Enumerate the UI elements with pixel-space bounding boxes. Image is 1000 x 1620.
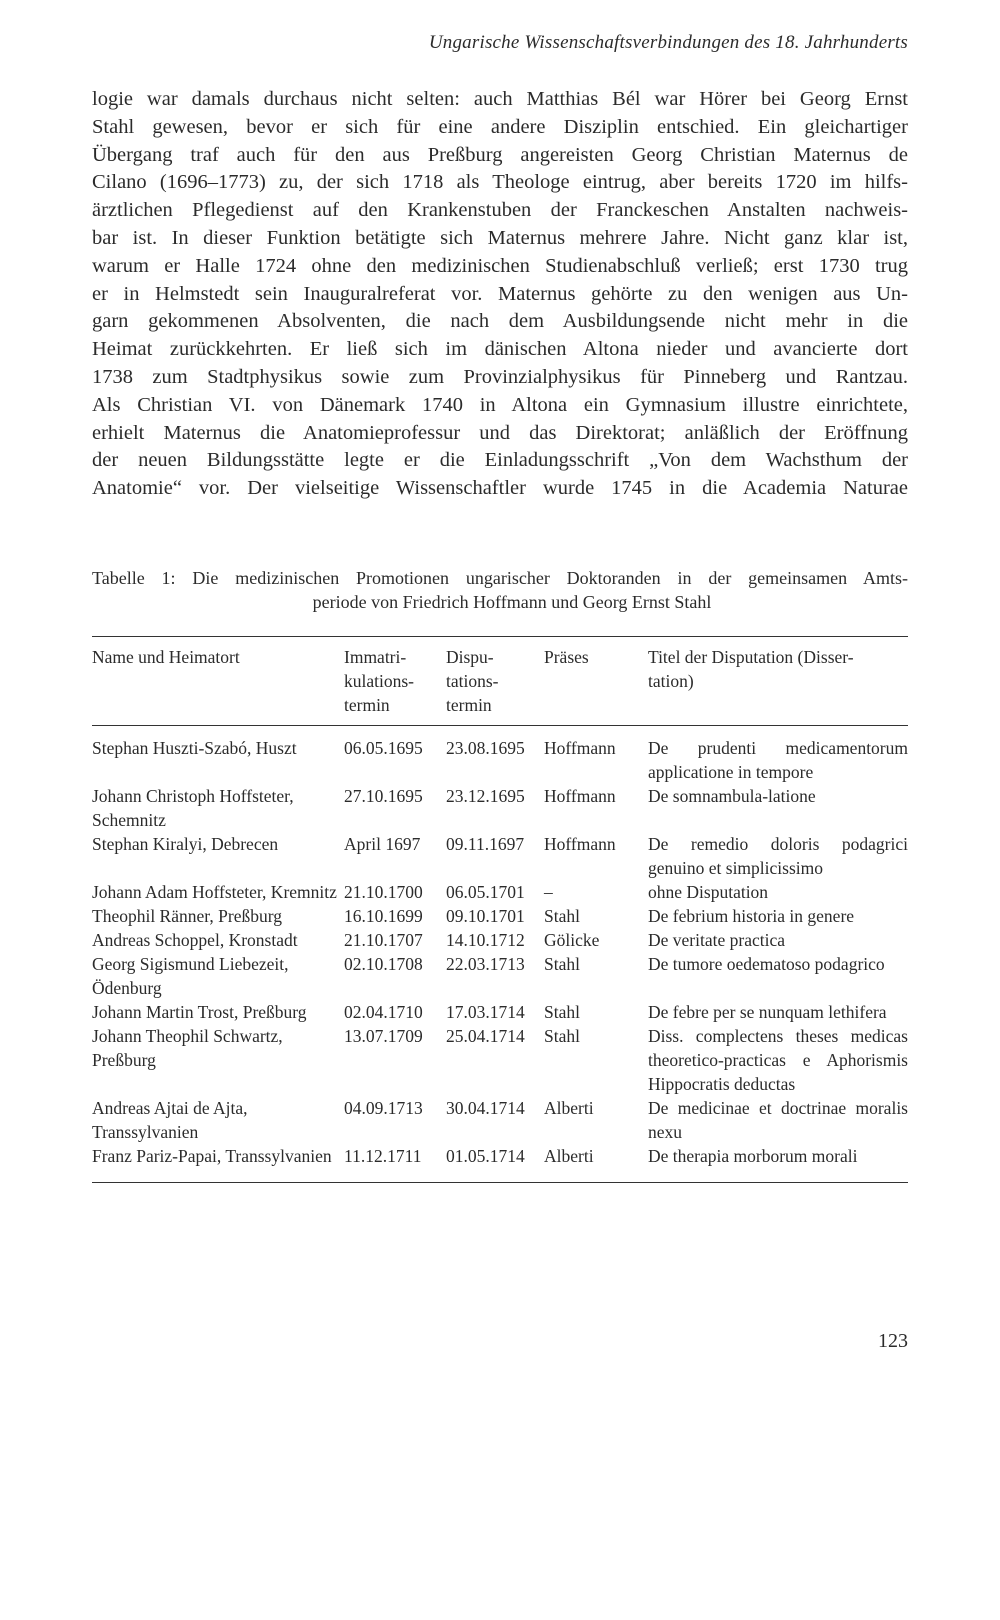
table-caption — [92, 566, 908, 614]
table-row — [92, 726, 908, 785]
cell-name: Johann Theophil Schwartz, Preßburg — [92, 1026, 283, 1070]
page-number: 123 — [878, 1330, 908, 1352]
cell-praeses: Stahl — [544, 1026, 580, 1046]
body-text-line: warum er Halle 1724 ohne den medizinischen Studienabschluß verließ; erst 1730 trug — [92, 254, 908, 277]
cell-immatrikulation: 27.10.1695 — [344, 786, 423, 806]
column-header-titel: Titel der Disputation (Disser- tation) — [648, 647, 854, 691]
table-row — [92, 832, 908, 880]
cell-disputation: 14.10.1712 — [446, 930, 525, 950]
cell-immatrikulation: 13.07.1709 — [344, 1026, 423, 1046]
cell-immatrikulation: 11.12.1711 — [344, 1146, 422, 1166]
cell-praeses: – — [544, 882, 553, 902]
table-row — [92, 1000, 908, 1024]
cell-praeses: Gölicke — [544, 930, 600, 950]
cell-disputation: 17.03.1714 — [446, 1002, 525, 1022]
promotions-table — [92, 636, 908, 1183]
cell-praeses: Hoffmann — [544, 786, 616, 806]
cell-disputation: 22.03.1713 — [446, 954, 525, 974]
column-header-disputation: Dispu- tations- termin — [446, 647, 499, 715]
cell-praeses: Hoffmann — [544, 834, 616, 854]
cell-praeses: Stahl — [544, 906, 580, 926]
cell-titel: De febrium historia in genere — [648, 906, 855, 926]
table-row — [92, 1096, 908, 1144]
cell-titel: De medicinae et doctrinae moralis nexu — [648, 1098, 908, 1142]
cell-immatrikulation: 02.10.1708 — [344, 954, 423, 974]
cell-disputation: 23.12.1695 — [446, 786, 525, 806]
body-text-line: logie war damals durchaus nicht selten: auch Matthias Bél war Hörer bei Georg Ernst — [92, 88, 908, 110]
body-text-line: er in Helmstedt sein Inauguralreferat vor. Maternus gehörte zu den wenigen aus Un- — [92, 282, 908, 305]
cell-praeses: Stahl — [544, 1002, 580, 1022]
body-text-line: ärztlichen Pflegedienst auf den Krankenstuben der Franckeschen Anstalten nachweis- — [92, 199, 908, 222]
body-text-line: der neuen Bildungsstätte legte er die Einladungsschrift „Von dem Wachsthum der — [92, 449, 908, 472]
body-text-line: bar ist. In dieser Funktion betätigte sich Maternus mehrere Jahre. Nicht ganz klar ist, — [92, 226, 908, 249]
cell-praeses: Stahl — [544, 954, 580, 974]
column-header-name: Name und Heimatort — [92, 647, 240, 667]
cell-name: Andreas Schoppel, Kronstadt — [92, 930, 298, 950]
cell-name: Andreas Ajtai de Ajta, Transsylvanien — [92, 1098, 248, 1142]
body-text-line: Anatomie“ vor. Der vielseitige Wissenschaftler wurde 1745 in die Academia Naturae — [92, 477, 908, 500]
body-text-line: Cilano (1696–1773) zu, der sich 1718 als Theologe eintrug, aber bereits 1720 im hilfs- — [92, 171, 908, 194]
column-header-immatrikulation: Immatri- kulations- termin — [344, 647, 414, 715]
cell-praeses: Alberti — [544, 1146, 594, 1166]
table-row — [92, 784, 908, 832]
cell-disputation: 23.08.1695 — [446, 738, 525, 758]
table-row — [92, 880, 908, 904]
cell-immatrikulation: 06.05.1695 — [344, 738, 423, 758]
cell-immatrikulation: 02.04.1710 — [344, 1002, 423, 1022]
cell-titel: De febre per se nunquam lethifera — [648, 1002, 887, 1022]
cell-titel: De somnambula-latione — [648, 786, 816, 806]
cell-titel: De tumore oedematoso podagrico — [648, 954, 885, 974]
cell-praeses: Hoffmann — [544, 738, 616, 758]
cell-titel: ohne Disputation — [648, 882, 769, 902]
body-text-line: 1738 zum Stadtphysikus sowie zum Provinzialphysikus für Pinneberg und Rantzau. — [92, 365, 908, 388]
column-header-praeses: Präses — [544, 647, 589, 667]
table-row — [92, 1144, 908, 1183]
cell-name: Theophil Ränner, Preßburg — [92, 906, 282, 926]
cell-disputation: 09.11.1697 — [446, 834, 525, 854]
body-text-line: Übergang traf auch für den aus Preßburg angereisten Georg Christian Maternus de — [92, 143, 908, 166]
cell-name: Franz Pariz-Papai, Transsylvanien — [92, 1146, 332, 1166]
cell-titel: De remedio doloris podagrici genuino et simplicissimo — [648, 834, 908, 878]
cell-disputation: 25.04.1714 — [446, 1026, 525, 1046]
cell-name: Johann Adam Hoffsteter, Kremnitz — [92, 882, 337, 902]
table-caption-line: periode von Friedrich Hoffmann und Georg Ernst Stahl — [312, 592, 712, 612]
body-text-line: Als Christian VI. von Dänemark 1740 in Altona ein Gymnasium illustre einrichtete, — [92, 393, 908, 416]
table-header-row — [92, 637, 908, 726]
cell-disputation: 09.10.1701 — [446, 906, 525, 926]
cell-name: Stephan Kiralyi, Debrecen — [92, 834, 279, 854]
cell-praeses: Alberti — [544, 1098, 594, 1118]
table-row — [92, 1024, 908, 1096]
cell-name: Johann Martin Trost, Preßburg — [92, 1002, 307, 1022]
cell-disputation: 30.04.1714 — [446, 1098, 525, 1118]
table-row — [92, 952, 908, 1000]
cell-disputation: 01.05.1714 — [446, 1146, 525, 1166]
cell-name: Georg Sigismund Liebezeit, Ödenburg — [92, 954, 289, 998]
cell-immatrikulation: 16.10.1699 — [344, 906, 423, 926]
cell-titel: De therapia morborum morali — [648, 1146, 858, 1166]
cell-immatrikulation: 04.09.1713 — [344, 1098, 423, 1118]
table-row — [92, 904, 908, 928]
body-text-line: Stahl gewesen, bevor er sich für eine andere Disziplin entschied. Ein gleichartiger — [92, 115, 908, 138]
cell-name: Stephan Huszti-Szabó, Huszt — [92, 738, 297, 758]
cell-immatrikulation: 21.10.1700 — [344, 882, 423, 902]
body-paragraph — [92, 86, 908, 503]
body-text-line: erhielt Maternus die Anatomieprofessur und das Direktorat; anläßlich der Eröffnung — [92, 421, 908, 444]
cell-immatrikulation: April 1697 — [344, 834, 421, 854]
table-row — [92, 928, 908, 952]
cell-titel: De prudenti medicamentorum applicatione in tempore — [648, 738, 908, 782]
cell-titel: Diss. complectens theses medicas theoretico-practicas e Aphorismis Hippocratis deductas — [648, 1026, 908, 1094]
running-head: Ungarische Wissenschaftsverbindungen des 18. Jahrhunderts — [428, 32, 908, 53]
cell-name: Johann Christoph Hoffsteter, Schemnitz — [92, 786, 294, 830]
table-caption-line: Tabelle 1: Die medizinischen Promotionen ungarischer Doktoranden in der gemeinsamen Amts- — [92, 568, 908, 588]
cell-immatrikulation: 21.10.1707 — [344, 930, 423, 950]
body-text-line: Heimat zurückkehrten. Er ließ sich im dänischen Altona nieder und avancierte dort — [92, 338, 908, 361]
cell-disputation: 06.05.1701 — [446, 882, 525, 902]
body-text-line: garn gekommenen Absolventen, die nach dem Ausbildungsende nicht mehr in die — [92, 310, 908, 333]
cell-titel: De veritate practica — [648, 930, 785, 950]
